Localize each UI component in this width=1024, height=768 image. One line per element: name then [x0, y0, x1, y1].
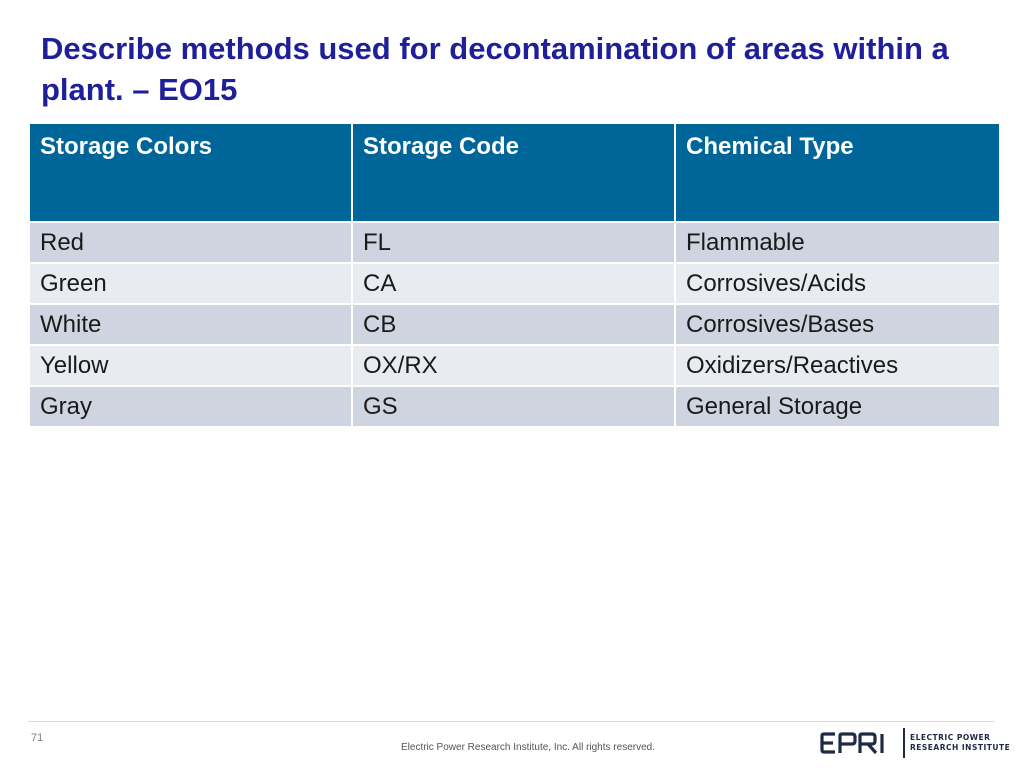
- page-number: 71: [31, 732, 44, 744]
- cell-storage-color: Red: [29, 222, 352, 263]
- cell-storage-code: OX/RX: [352, 345, 675, 386]
- cell-chemical-type: Oxidizers/Reactives: [675, 345, 1000, 386]
- logo-line-2: RESEARCH INSTITUTE: [910, 743, 1011, 752]
- cell-storage-color: Yellow: [29, 345, 352, 386]
- cell-chemical-type: Corrosives/Bases: [675, 304, 1000, 345]
- cell-storage-code: FL: [352, 222, 675, 263]
- cell-chemical-type: Flammable: [675, 222, 1000, 263]
- cell-storage-color: White: [29, 304, 352, 345]
- logo-line-1: ELECTRIC POWER: [910, 733, 991, 742]
- header-chemical-type: Chemical Type: [675, 123, 1000, 222]
- table-row: [29, 222, 1000, 263]
- cell-storage-code: CB: [352, 304, 675, 345]
- footer-divider: [28, 721, 994, 722]
- epri-logo-icon: [820, 732, 896, 754]
- copyright-notice: Electric Power Research Institute, Inc. All rights reserved.: [401, 742, 655, 753]
- header-storage-code: Storage Code: [352, 123, 675, 222]
- logo-wordmark: [910, 733, 1010, 753]
- cell-storage-code: GS: [352, 386, 675, 427]
- header-storage-colors: Storage Colors: [29, 123, 352, 222]
- slide-title: Describe methods used for decontamination of areas within a plant. – EO15: [41, 31, 949, 107]
- cell-chemical-type: General Storage: [675, 386, 1000, 427]
- cell-storage-color: Green: [29, 263, 352, 304]
- logo-divider: [903, 728, 905, 758]
- epri-logo: [820, 727, 1011, 759]
- table-row: [29, 263, 1000, 304]
- cell-storage-code: CA: [352, 263, 675, 304]
- table-row: [29, 304, 1000, 345]
- table-row: [29, 386, 1000, 427]
- table-row: [29, 345, 1000, 386]
- cell-storage-color: Gray: [29, 386, 352, 427]
- storage-table: [28, 122, 1001, 428]
- cell-chemical-type: Corrosives/Acids: [675, 263, 1000, 304]
- table-header-row: [29, 123, 1000, 222]
